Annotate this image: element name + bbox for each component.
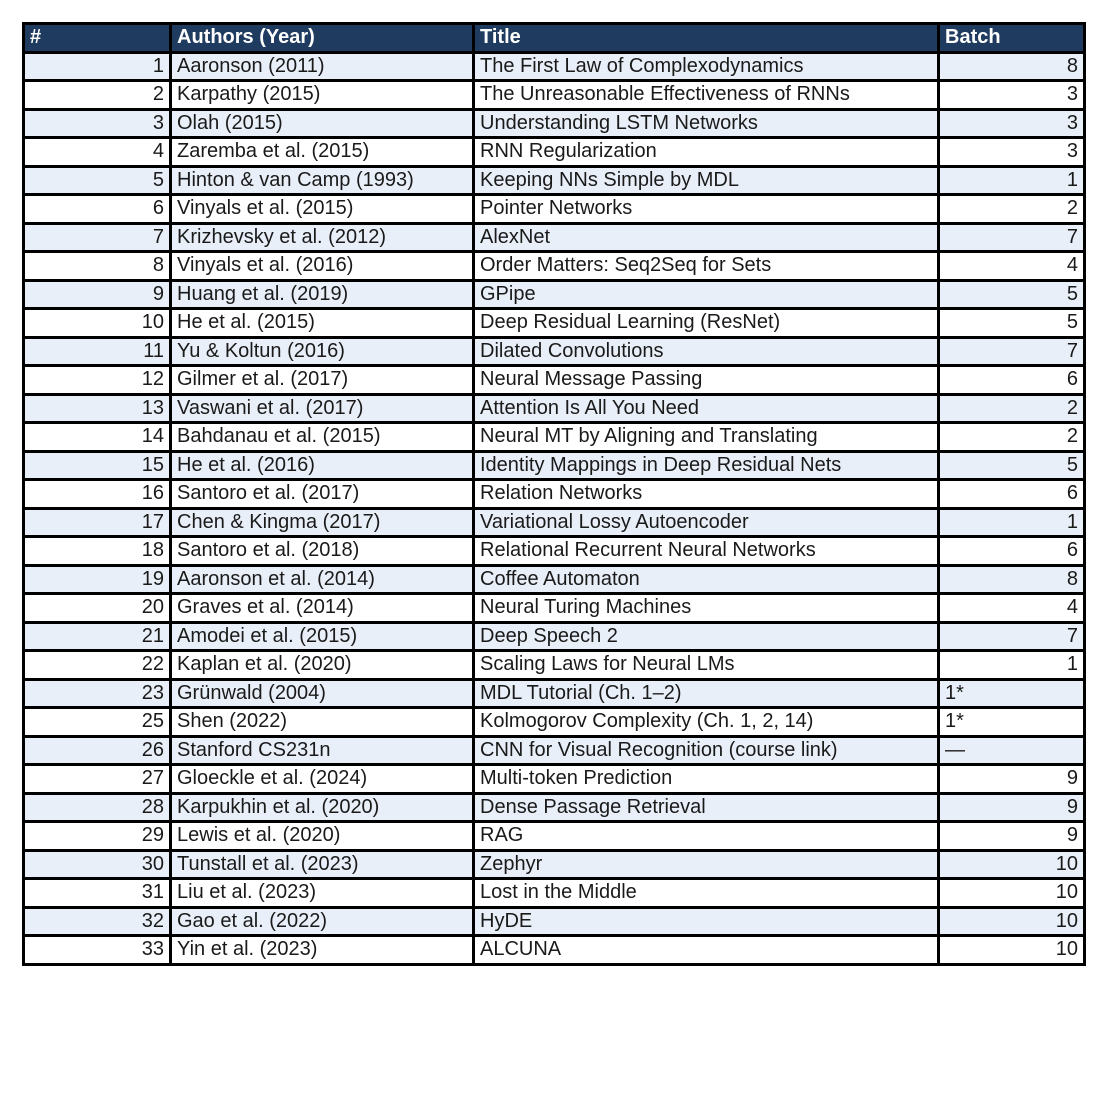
cell-batch: 10: [939, 936, 1085, 965]
table-row: [24, 252, 1085, 281]
cell-authors: Aaronson et al. (2014): [171, 565, 474, 594]
cell-title: Neural MT by Aligning and Translating: [474, 423, 939, 452]
cell-authors: Santoro et al. (2018): [171, 537, 474, 566]
table-header-row: [24, 24, 1085, 53]
header-batch: Batch: [939, 24, 1085, 53]
cell-num: 10: [24, 309, 171, 338]
cell-batch: 5: [939, 280, 1085, 309]
cell-num: 29: [24, 822, 171, 851]
cell-authors: Zaremba et al. (2015): [171, 138, 474, 167]
table-row: [24, 280, 1085, 309]
cell-num: 28: [24, 793, 171, 822]
cell-batch: 1: [939, 651, 1085, 680]
cell-title: Scaling Laws for Neural LMs: [474, 651, 939, 680]
cell-title: MDL Tutorial (Ch. 1–2): [474, 679, 939, 708]
cell-num: 15: [24, 451, 171, 480]
cell-batch: 1: [939, 508, 1085, 537]
cell-authors: Lewis et al. (2020): [171, 822, 474, 851]
cell-title: The Unreasonable Effectiveness of RNNs: [474, 81, 939, 110]
cell-authors: Graves et al. (2014): [171, 594, 474, 623]
cell-batch: 6: [939, 366, 1085, 395]
cell-num: 12: [24, 366, 171, 395]
cell-authors: He et al. (2016): [171, 451, 474, 480]
table-row: [24, 565, 1085, 594]
table-row: [24, 166, 1085, 195]
cell-authors: Karpukhin et al. (2020): [171, 793, 474, 822]
cell-num: 13: [24, 394, 171, 423]
table-row: [24, 651, 1085, 680]
cell-authors: Yin et al. (2023): [171, 936, 474, 965]
cell-authors: Vinyals et al. (2016): [171, 252, 474, 281]
cell-num: 8: [24, 252, 171, 281]
cell-title: Zephyr: [474, 850, 939, 879]
cell-num: 20: [24, 594, 171, 623]
cell-batch: 6: [939, 480, 1085, 509]
cell-num: 25: [24, 708, 171, 737]
cell-title: Multi-token Prediction: [474, 765, 939, 794]
cell-authors: Vinyals et al. (2015): [171, 195, 474, 224]
table-row: [24, 81, 1085, 110]
table-row: [24, 879, 1085, 908]
table-row: [24, 480, 1085, 509]
cell-title: Dilated Convolutions: [474, 337, 939, 366]
cell-batch: 3: [939, 81, 1085, 110]
cell-num: 6: [24, 195, 171, 224]
cell-num: 30: [24, 850, 171, 879]
cell-authors: Gao et al. (2022): [171, 907, 474, 936]
cell-batch: 6: [939, 537, 1085, 566]
cell-title: Relation Networks: [474, 480, 939, 509]
cell-title: Order Matters: Seq2Seq for Sets: [474, 252, 939, 281]
cell-authors: Aaronson (2011): [171, 52, 474, 81]
cell-authors: Grünwald (2004): [171, 679, 474, 708]
header-num: #: [24, 24, 171, 53]
cell-batch: 9: [939, 822, 1085, 851]
cell-batch: 3: [939, 109, 1085, 138]
cell-title: Dense Passage Retrieval: [474, 793, 939, 822]
table-row: [24, 451, 1085, 480]
cell-num: 1: [24, 52, 171, 81]
cell-authors: Krizhevsky et al. (2012): [171, 223, 474, 252]
cell-num: 21: [24, 622, 171, 651]
cell-title: RNN Regularization: [474, 138, 939, 167]
cell-num: 3: [24, 109, 171, 138]
cell-batch: 3: [939, 138, 1085, 167]
cell-num: 19: [24, 565, 171, 594]
cell-num: 7: [24, 223, 171, 252]
table-row: [24, 423, 1085, 452]
cell-authors: He et al. (2015): [171, 309, 474, 338]
cell-authors: Gilmer et al. (2017): [171, 366, 474, 395]
cell-title: Attention Is All You Need: [474, 394, 939, 423]
cell-batch: 10: [939, 907, 1085, 936]
table-row: [24, 337, 1085, 366]
header-title: Title: [474, 24, 939, 53]
cell-authors: Stanford CS231n: [171, 736, 474, 765]
cell-batch: 5: [939, 309, 1085, 338]
cell-num: 17: [24, 508, 171, 537]
cell-batch: 9: [939, 765, 1085, 794]
cell-num: 14: [24, 423, 171, 452]
header-authors: Authors (Year): [171, 24, 474, 53]
cell-authors: Hinton & van Camp (1993): [171, 166, 474, 195]
cell-title: Deep Speech 2: [474, 622, 939, 651]
cell-title: RAG: [474, 822, 939, 851]
cell-batch: 1: [939, 166, 1085, 195]
cell-num: 26: [24, 736, 171, 765]
cell-num: 18: [24, 537, 171, 566]
cell-authors: Amodei et al. (2015): [171, 622, 474, 651]
papers-table: [22, 22, 1086, 966]
table-row: [24, 679, 1085, 708]
cell-title: Kolmogorov Complexity (Ch. 1, 2, 14): [474, 708, 939, 737]
table-row: [24, 850, 1085, 879]
cell-batch: 2: [939, 394, 1085, 423]
cell-batch: 7: [939, 337, 1085, 366]
cell-num: 4: [24, 138, 171, 167]
table-row: [24, 109, 1085, 138]
cell-num: 22: [24, 651, 171, 680]
cell-authors: Olah (2015): [171, 109, 474, 138]
cell-title: HyDE: [474, 907, 939, 936]
cell-authors: Bahdanau et al. (2015): [171, 423, 474, 452]
cell-authors: Tunstall et al. (2023): [171, 850, 474, 879]
cell-num: 16: [24, 480, 171, 509]
cell-authors: Chen & Kingma (2017): [171, 508, 474, 537]
cell-batch: 10: [939, 879, 1085, 908]
cell-title: Lost in the Middle: [474, 879, 939, 908]
cell-authors: Kaplan et al. (2020): [171, 651, 474, 680]
table-row: [24, 223, 1085, 252]
cell-num: 31: [24, 879, 171, 908]
table-row: [24, 195, 1085, 224]
cell-batch: 8: [939, 565, 1085, 594]
cell-num: 32: [24, 907, 171, 936]
cell-title: Relational Recurrent Neural Networks: [474, 537, 939, 566]
cell-title: Neural Message Passing: [474, 366, 939, 395]
cell-title: Understanding LSTM Networks: [474, 109, 939, 138]
cell-batch: 5: [939, 451, 1085, 480]
cell-batch: 1*: [939, 708, 1085, 737]
cell-title: Variational Lossy Autoencoder: [474, 508, 939, 537]
cell-authors: Karpathy (2015): [171, 81, 474, 110]
cell-authors: Shen (2022): [171, 708, 474, 737]
cell-num: 5: [24, 166, 171, 195]
cell-title: The First Law of Complexodynamics: [474, 52, 939, 81]
cell-title: Identity Mappings in Deep Residual Nets: [474, 451, 939, 480]
cell-authors: Huang et al. (2019): [171, 280, 474, 309]
table-row: [24, 309, 1085, 338]
table-row: [24, 366, 1085, 395]
cell-title: Pointer Networks: [474, 195, 939, 224]
table-row: [24, 537, 1085, 566]
cell-batch: 1*: [939, 679, 1085, 708]
cell-batch: 2: [939, 195, 1085, 224]
cell-title: CNN for Visual Recognition (course link): [474, 736, 939, 765]
cell-batch: 4: [939, 594, 1085, 623]
cell-title: Keeping NNs Simple by MDL: [474, 166, 939, 195]
cell-authors: Gloeckle et al. (2024): [171, 765, 474, 794]
table-row: [24, 394, 1085, 423]
cell-batch: —: [939, 736, 1085, 765]
table-row: [24, 138, 1085, 167]
cell-batch: 10: [939, 850, 1085, 879]
cell-title: Coffee Automaton: [474, 565, 939, 594]
cell-num: 23: [24, 679, 171, 708]
table-row: [24, 52, 1085, 81]
cell-batch: 7: [939, 622, 1085, 651]
table-row: [24, 622, 1085, 651]
table-row: [24, 736, 1085, 765]
cell-authors: Santoro et al. (2017): [171, 480, 474, 509]
table-row: [24, 765, 1085, 794]
cell-batch: 9: [939, 793, 1085, 822]
table-row: [24, 708, 1085, 737]
cell-num: 9: [24, 280, 171, 309]
table-row: [24, 594, 1085, 623]
cell-authors: Vaswani et al. (2017): [171, 394, 474, 423]
cell-title: Deep Residual Learning (ResNet): [474, 309, 939, 338]
cell-num: 33: [24, 936, 171, 965]
cell-batch: 8: [939, 52, 1085, 81]
table-row: [24, 793, 1085, 822]
table-row: [24, 907, 1085, 936]
table-row: [24, 822, 1085, 851]
papers-table-container: [22, 22, 1086, 966]
cell-num: 11: [24, 337, 171, 366]
cell-title: Neural Turing Machines: [474, 594, 939, 623]
cell-num: 27: [24, 765, 171, 794]
table-row: [24, 936, 1085, 965]
cell-title: GPipe: [474, 280, 939, 309]
table-row: [24, 508, 1085, 537]
cell-title: ALCUNA: [474, 936, 939, 965]
cell-num: 2: [24, 81, 171, 110]
table-body: [24, 52, 1085, 964]
cell-batch: 7: [939, 223, 1085, 252]
cell-batch: 2: [939, 423, 1085, 452]
cell-batch: 4: [939, 252, 1085, 281]
cell-authors: Liu et al. (2023): [171, 879, 474, 908]
cell-title: AlexNet: [474, 223, 939, 252]
cell-authors: Yu & Koltun (2016): [171, 337, 474, 366]
